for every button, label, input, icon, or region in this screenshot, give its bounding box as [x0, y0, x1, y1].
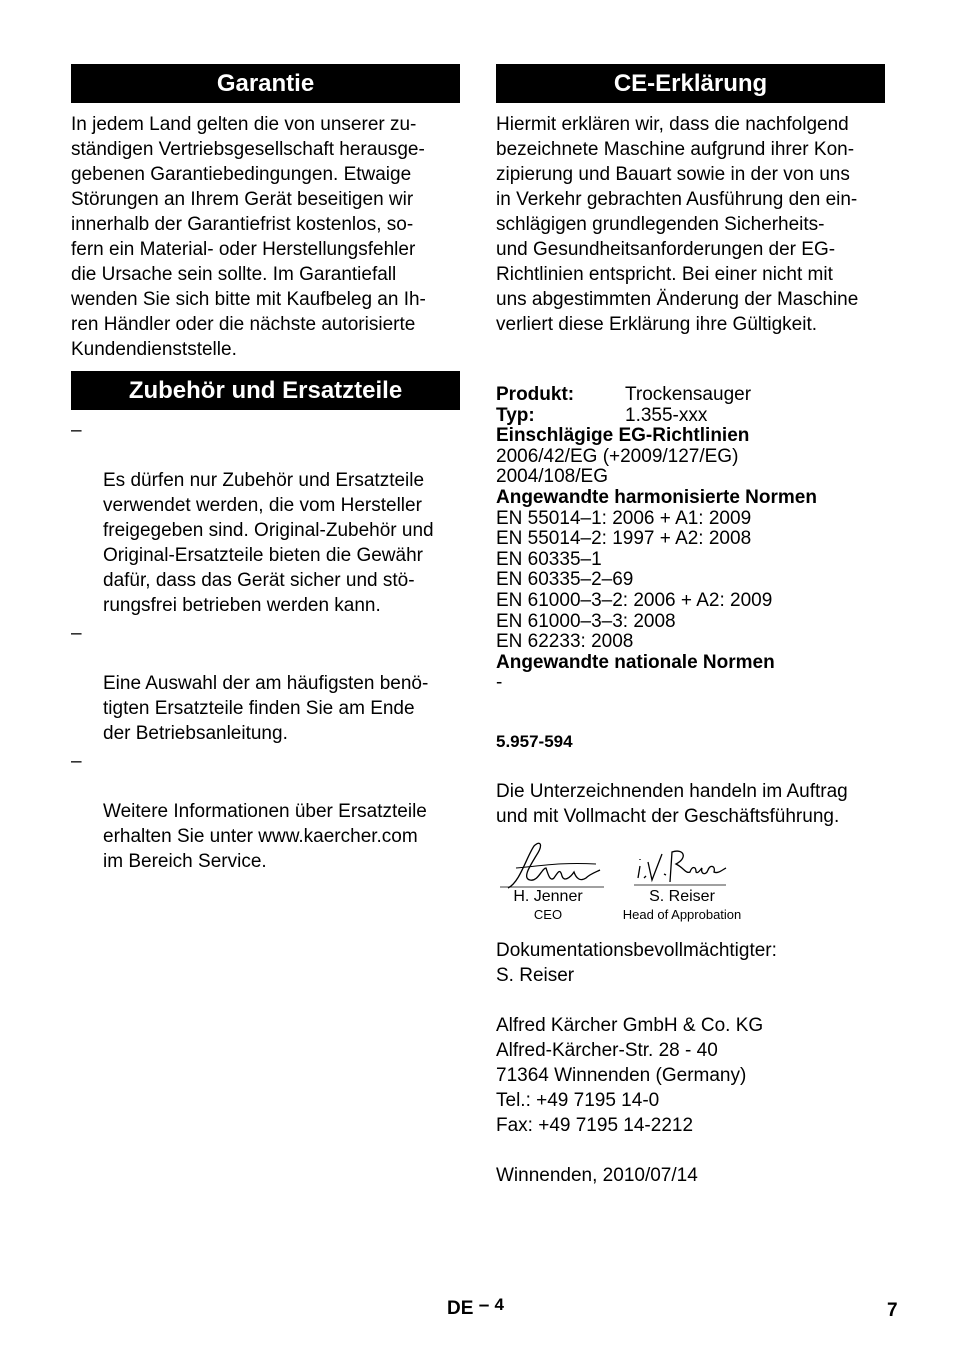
richtlinie-item: 2006/42/EG (+2009/127/EG) [496, 445, 739, 467]
richtlinie-item: 2004/108/EG [496, 466, 608, 488]
signatory-jenner [496, 888, 600, 924]
national-value: - [496, 672, 503, 694]
page-number: 7 [887, 1300, 898, 1321]
signatory-role: CEO [533, 907, 563, 922]
list-item-text: Es dürfen nur Zubehör und Ersatzteile verwendet werden, die vom Hersteller freigegeben sind. Original-Zubehör und Original-Ersatzteile bieten die Gewähr dafür, dass das Gerät sicher und stö- rungsfrei betrieben werden kann. [103, 470, 434, 616]
produkt-label: Produkt: [496, 384, 575, 405]
signature-reiser-text: i.V. Reiser [634, 844, 639, 845]
produkt-value: Trockensauger [625, 384, 752, 405]
signature-jenner-image [500, 838, 610, 894]
typ-row [496, 406, 885, 427]
norm-item: EN 60335–1 [496, 548, 602, 570]
ce-heading: CE-Erklärung [496, 64, 885, 103]
signatory-reiser [620, 888, 744, 924]
doc-representative-label: Dokumentationsbevollmächtigter: [496, 940, 777, 961]
company-address: Alfred Kärcher GmbH & Co. KG Alfred-Kärcher-Str. 28 - 40 71364 Winnenden (Germany) Tel.: +49 7195 14-0 Fax: +49 7195 14-2212 [496, 1015, 764, 1136]
list-item [71, 749, 460, 874]
dash-bullet: – [71, 623, 82, 644]
zubehoer-list [71, 418, 460, 874]
list-item [71, 621, 460, 746]
signature-reiser-image [634, 844, 734, 894]
signing-text: Die Unterzeichnenden handeln im Auftrag und mit Vollmacht der Geschäftsführung. [496, 781, 848, 827]
dash-bullet: – [71, 751, 82, 772]
norm-item: EN 61000–3–3: 2008 [496, 610, 676, 632]
footer-section-page: 4 [494, 1295, 505, 1314]
left-column [71, 64, 460, 877]
produkt-row [496, 385, 885, 406]
richtlinien-heading: Einschlägige EG-Richtlinien [496, 425, 750, 447]
normen-heading: Angewandte harmonisierte Normen [496, 486, 817, 508]
list-item-text: Weitere Informationen über Ersatzteile erhalten Sie unter www.kaercher.com im Bereich Service. [103, 801, 427, 872]
ce-text: Hiermit erklären wir, dass die nachfolgend bezeichnete Maschine aufgrund ihrer Kon- zipierung und Bauart sowie in der von uns in Verkehr gebrachten Ausführung den ein- schlägigen grundlegenden Sicherheits- und Gesundheitsanforderungen der EG- Richtlinien entspricht. Bei einer nicht mit uns abgestimmten Änderung der Maschine verliert diese Erklärung ihre Gültigkeit. [496, 114, 859, 335]
footer-separator: – [478, 1295, 490, 1316]
typ-value: 1.355-xxx [625, 404, 708, 426]
zubehoer-heading: Zubehör und Ersatzteile [71, 371, 460, 410]
right-column [496, 64, 885, 337]
declaration-details [496, 385, 885, 694]
norm-item: EN 61000–3–2: 2006 + A2: 2009 [496, 589, 773, 611]
norm-item: EN 60335–2–69 [496, 569, 634, 591]
garantie-heading: Garantie [71, 64, 460, 103]
place-date: Winnenden, 2010/07/14 [496, 1165, 698, 1186]
doc-representative-name: S. Reiser [496, 965, 575, 986]
signatory-name: S. Reiser [649, 888, 715, 905]
typ-label: Typ: [496, 404, 535, 426]
norm-item: EN 55014–1: 2006 + A1: 2009 [496, 507, 752, 529]
list-item-text: Eine Auswahl der am häufigsten benö- tigten Ersatzteile finden Sie am Ende der Betriebsanleitung. [103, 673, 429, 744]
norm-item: EN 62233: 2008 [496, 631, 634, 653]
document-number: 5.957-594 [496, 732, 573, 751]
signature-block [496, 838, 885, 928]
footer-section-label [447, 1295, 505, 1320]
signatory-name: H. Jenner [513, 888, 583, 905]
list-item [71, 418, 460, 618]
footer-lang: DE [447, 1298, 474, 1319]
garantie-text: In jedem Land gelten die von unserer zu- ständigen Vertriebsgesellschaft herausge- gebenen Garantiebedingungen. Etwaige Störungen an Ihrem Gerät beseitigen wir innerhalb der Garantiefrist kostenlos, so- fern ein Material- oder Herstellungsfehler die Ursache sein sollte. Im Garantiefall wenden Sie sich bitte mit Kaufbeleg an Ih- ren Händler oder die nächste autorisierte Kundendienststelle. [71, 114, 426, 360]
dash-bullet: – [71, 420, 82, 441]
national-heading: Angewandte nationale Normen [496, 651, 775, 673]
norm-item: EN 55014–2: 1997 + A2: 2008 [496, 528, 752, 550]
signatory-role: Head of Approbation [622, 907, 742, 922]
